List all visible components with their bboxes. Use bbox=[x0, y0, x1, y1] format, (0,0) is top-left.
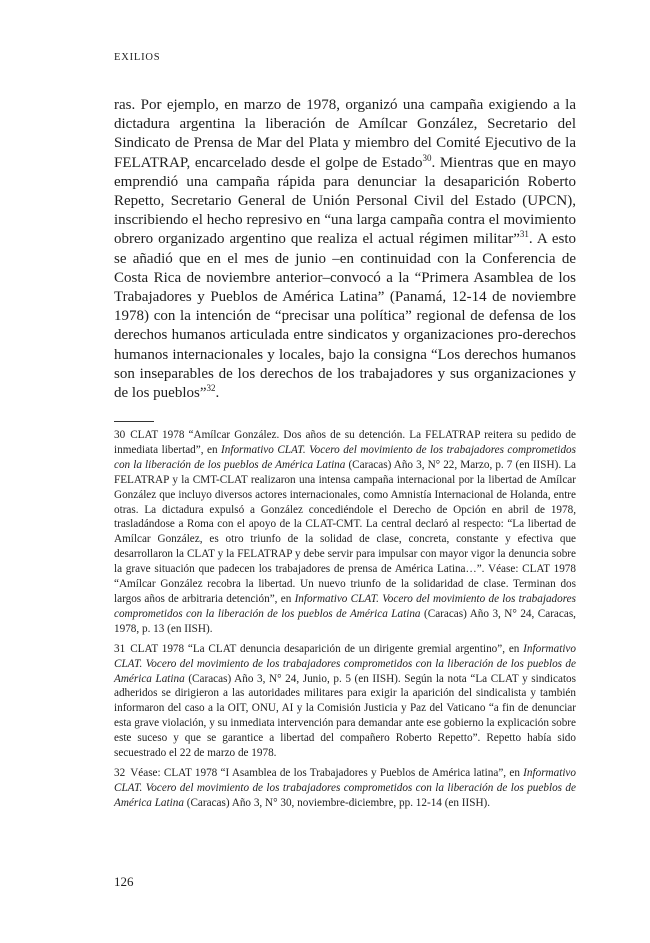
footnote-separator bbox=[114, 421, 154, 422]
body-paragraph bbox=[114, 96, 576, 403]
footnote-number: 32 bbox=[114, 766, 126, 779]
footnote-publication-title: Informativo CLAT. Vocero del movimiento de los trabajadores comprometidos con la liberación de los pueblos de América Latina bbox=[114, 443, 577, 471]
footnote-publication-title: Informativo CLAT. Vocero del movimiento de los trabajadores comprometidos con la liberación de los pueblos de América Latina bbox=[114, 766, 576, 809]
footnote-publication-title: Informativo CLAT. Vocero del movimiento de los trabajadores comprometidos con la liberación de los pueblos de América Latina bbox=[114, 592, 576, 620]
footnote-text: CLAT 1978 “La CLAT denuncia desaparición de un dirigente gremial argentino”, en bbox=[130, 642, 524, 655]
footnote-30 bbox=[114, 428, 576, 637]
body-text-part-3: . A esto se añadió que en el mes de junio –en continuidad con la Conferencia de Costa Rica de noviembre anterior–convocó a la “Primera Asamblea de los Trabajadores y Pueblos de América Latina” (Panamá, 12-14 de noviembre 1978) con la intención de “precisar una política” regional de defensa de los derechos humanos articulada entre sindicatos y organizaciones pro-derechos humanos internacionales y locales, bajo la consigna “Los derechos humanos son inseparables de los derechos de los trabajadores y sus organizaciones y de los pueblos” bbox=[114, 231, 577, 402]
running-head: EXILIOS bbox=[114, 52, 161, 63]
footnote-text: (Caracas) Año 3, N° 30, noviembre-diciembre, pp. 12-14 (en IISH). bbox=[183, 796, 491, 809]
footnote-number: 31 bbox=[114, 642, 126, 655]
footnote-text: Véase: CLAT 1978 “I Asamblea de los Trabajadores y Pueblos de América latina”, en bbox=[130, 766, 524, 779]
body-text-part-2: . Mientras que en mayo emprendió una campaña rápida para denunciar la desaparición Roberto Repetto, Secretario General de Unión Personal Civil del Estado (UPCN), inscribiendo el hecho represivo en “una larga campaña contra el movimiento obrero organizado argentino que realiza el actual régimen militar” bbox=[114, 154, 576, 248]
body-text-part-4: . bbox=[215, 385, 220, 402]
footnote-ref-30[interactable]: 30 bbox=[422, 152, 432, 163]
page-number: 126 bbox=[114, 874, 134, 889]
footnote-text: (Caracas) Año 3, N° 22, Marzo, p. 7 (en IISH). La FELATRAP y la CMT-CLAT realizaron una intensa campaña internacional por la libertad de Amílcar González que incluyo diversos actores internacionales, como Amnistía Internacional de Holanda, entre otras. La dictadura expulsó a González concediéndole el Derecho de Opción en abril de 1978, trasladándose a Roma con el apoyo de la CLAT-CMT. La central declaró al respecto: “La libertad de Amílcar González, es otro triunfo de la solidad de clase, concreta, constante y efectiva que desarrollaron la CLAT y la FELATRAP y debe servir para impulsar con mayor vigor la denuncia sobre la grave situación que padecen los trabajadores de prensa de América Latina…”. Véase: CLAT 1978 “Amílcar González recobra la libertad. Un nuevo triunfo de la solidaridad de clase. Terminan dos largos años de arbitraria detención”, en bbox=[114, 458, 576, 605]
footnote-text: (Caracas) Año 3, N° 24, Caracas, 1978, p. 13 (en IISH). bbox=[114, 607, 576, 635]
footnote-32 bbox=[114, 766, 576, 811]
footnote-ref-31[interactable]: 31 bbox=[519, 229, 529, 240]
footnotes bbox=[114, 428, 576, 816]
footnote-publication-title: Informativo CLAT. Vocero del movimiento de los trabajadores comprometidos con la liberación de los pueblos de América Latina bbox=[114, 642, 576, 685]
footnote-text: CLAT 1978 “Amílcar González. Dos años de su detención. La FELATRAP reitera su pedido de inmediata libertad”, en bbox=[114, 429, 576, 456]
footnote-number: 30 bbox=[114, 429, 126, 441]
body-text-part-1: ras. Por ejemplo, en marzo de 1978, organizó una campaña exigiendo a la dictadura argentina la liberación de Amílcar González, Secretario del Sindicato de Prensa de Mar del Plata y miembro del Comité Ejecutivo de la FELATRAP, encarcelado desde el golpe de Estado bbox=[114, 97, 576, 171]
footnote-text: (Caracas) Año 3, N° 24, Junio, p. 5 (en IISH). Según la nota “La CLAT y sindicatos adheridos se dirigieron a las autoridades militares para exigir la aparición del sindicalista y también informaron del caso a la OIT, ONU, AI y la Comisión Justicia y Paz del Vaticano “a fin de denunciar esta grave violación, y su inmediata intervención para demandar ante ese gobierno la explicación sobre este suceso y que se garantice a libertad del compañero Roberto Repetto”. Repetto había sido secuestrado el 22 de marzo de 1978. bbox=[114, 672, 576, 760]
footnote-31 bbox=[114, 642, 576, 761]
footnote-ref-32[interactable]: 32 bbox=[206, 383, 216, 394]
